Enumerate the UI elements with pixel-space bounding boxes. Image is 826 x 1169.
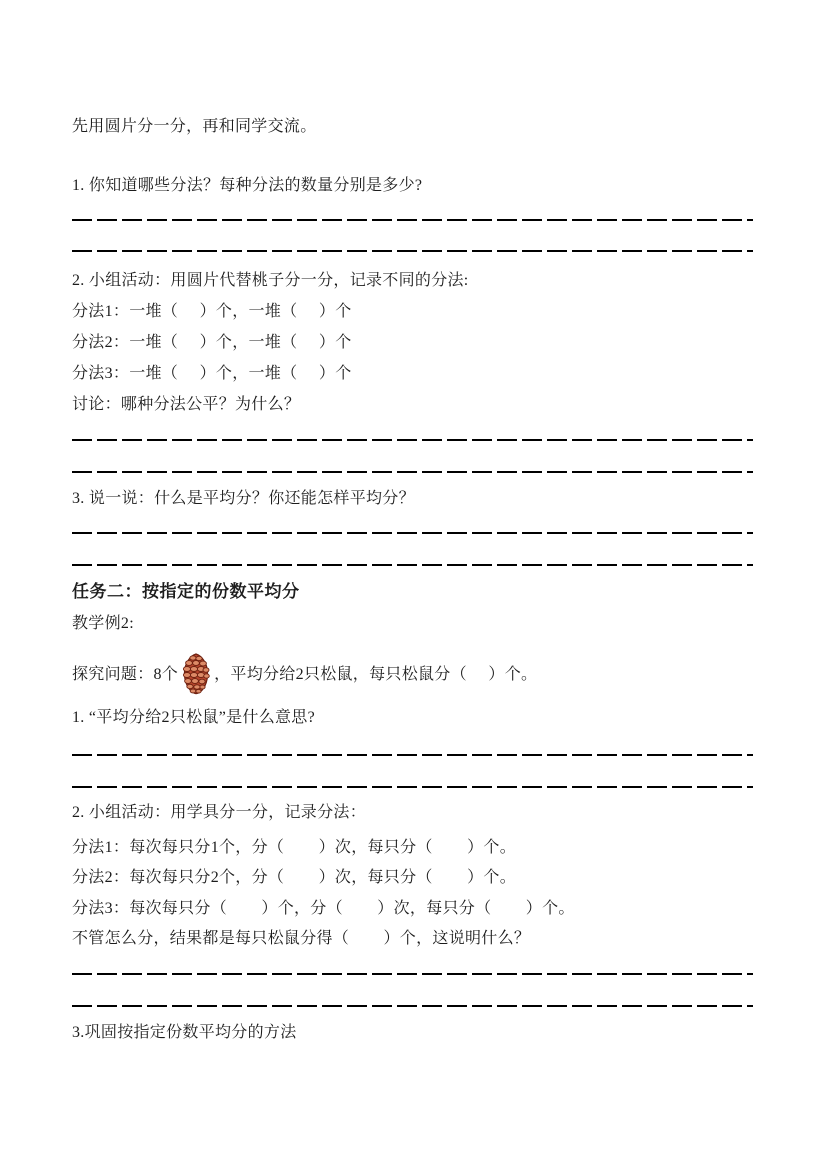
task1-question-3: 3. 说一说：什么是平均分？你还能怎样平均分？ <box>72 490 415 507</box>
task1-method-3: 分法3：一堆（ ）个，一堆（ ）个 <box>72 365 352 382</box>
task1-method-2: 分法2：一堆（ ）个，一堆（ ）个 <box>72 334 352 351</box>
task1-method-1: 分法1：一堆（ ）个，一堆（ ）个 <box>72 303 352 320</box>
task1-intro: 先用圆片分一分，再和同学交流。 <box>72 118 317 135</box>
answer-blank-line <box>72 973 753 975</box>
answer-blank-line <box>72 532 753 534</box>
task1-question-1: 1. 你知道哪些分法？每种分法的数量分别是多少? <box>72 177 423 194</box>
task2-conclusion: 不管怎么分，结果都是每只松鼠分得（ ）个，这说明什么？ <box>72 930 531 947</box>
task2-method-1: 分法1：每次每只分1个，分（ ）次，每只分（ ）个。 <box>72 839 517 856</box>
explore-text-before: 探究问题：8个 <box>72 666 179 683</box>
task2-example-label: 教学例2: <box>72 615 134 632</box>
task2-heading: 任务二：按指定的份数平均分 <box>72 582 300 601</box>
answer-blank-line <box>72 439 753 441</box>
task2-method-2: 分法2：每次每只分2个，分（ ）次，每只分（ ）个。 <box>72 869 517 886</box>
task2-consolidate: 3.巩固按指定份数平均分的方法 <box>72 1024 297 1041</box>
pinecone-icon <box>181 652 211 695</box>
answer-blank-line <box>72 471 753 473</box>
answer-blank-line <box>72 1005 753 1007</box>
task2-question-1: 1. “平均分给2只松鼠”是什么意思? <box>72 709 316 726</box>
answer-blank-line <box>72 754 753 756</box>
answer-blank-line <box>72 250 753 252</box>
task2-method-3: 分法3：每次每只分（ ）个，分（ ）次，每只分（ ）个。 <box>72 900 575 917</box>
task1-activity: 2. 小组活动：用圆片代替桃子分一分，记录不同的分法: <box>72 272 469 289</box>
task1-discussion: 讨论：哪种分法公平？为什么？ <box>72 396 301 413</box>
answer-blank-line <box>72 219 753 221</box>
answer-blank-line <box>72 564 753 566</box>
task2-explore-problem <box>72 652 762 695</box>
task2-activity: 2. 小组活动：用学具分一分，记录分法： <box>72 804 367 821</box>
answer-blank-line <box>72 786 753 788</box>
explore-text-after: ，平均分给2只松鼠，每只松鼠分（ ）个。 <box>214 666 538 683</box>
